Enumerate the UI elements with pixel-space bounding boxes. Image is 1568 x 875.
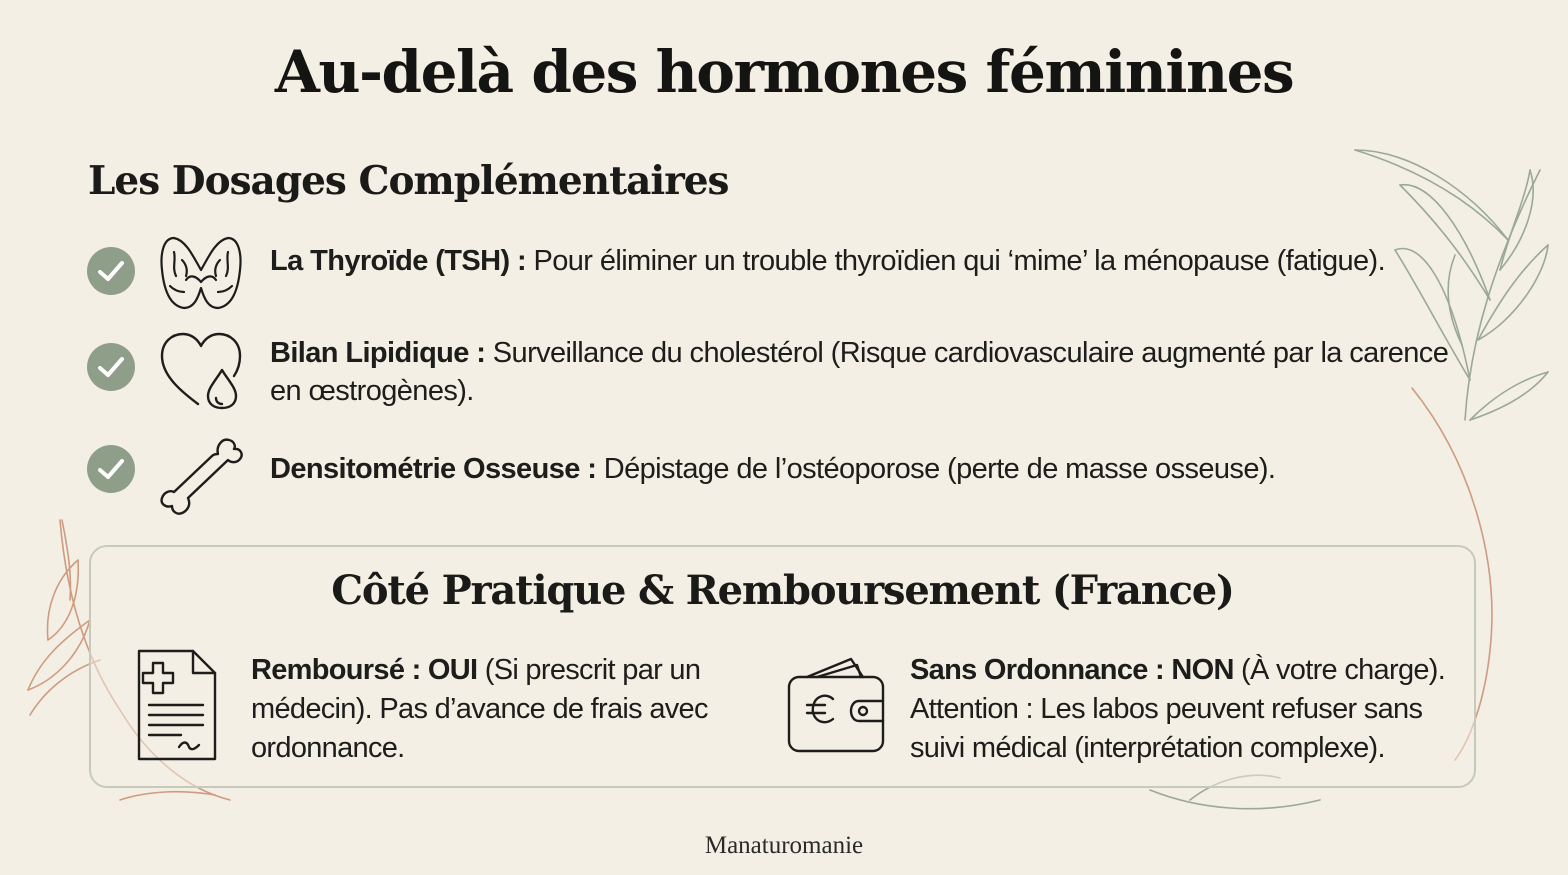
item-description: Surveillance du cholestérol (Risque cardiovasculaire augmenté par la carence en œstrogènes). [270,337,1449,407]
heart-drop-icon [156,326,246,416]
prescription-document-icon [135,647,219,763]
item-label: Densitométrie Osseuse : [270,453,597,485]
check-icon [86,246,136,296]
euro-wallet-icon [785,653,889,757]
check-icon [86,342,136,392]
reimbursed-label: Remboursé : OUI [251,654,478,686]
practical-title: Côté Pratique & Remboursement (France) [331,567,1234,614]
list-item-lipid [86,320,1486,410]
brand-footer: Manaturomanie [704,832,864,859]
page-title: Au-delà des hormones féminines [274,38,1294,106]
item-description: Pour éliminer un trouble thyroïdien qui ‘mime’ la ménopause (fatigue). [526,245,1386,277]
item-label: La Thyroïde (TSH) : [270,245,527,277]
list-item-bone [86,432,1486,522]
no-prescription-description: (À votre charge). Attention : Les labos peuvent refuser sans suivi médical (interprétation complexe). [910,654,1446,764]
reimbursed-description: (Si prescrit par un médecin). Pas d’avance de frais avec ordonnance. [251,654,708,764]
item-label: Bilan Lipidique : [270,337,486,369]
no-prescription-label: Sans Ordonnance : NON [910,654,1234,686]
list-item-thyroid [86,226,1486,316]
section-title: Les Dosages Complémentaires [88,158,729,204]
item-description: Dépistage de l’ostéoporose (perte de masse osseuse). [596,453,1276,485]
practical-info-box [89,545,1476,788]
thyroid-icon [156,230,246,320]
check-icon [86,444,136,494]
bone-icon [156,432,246,522]
